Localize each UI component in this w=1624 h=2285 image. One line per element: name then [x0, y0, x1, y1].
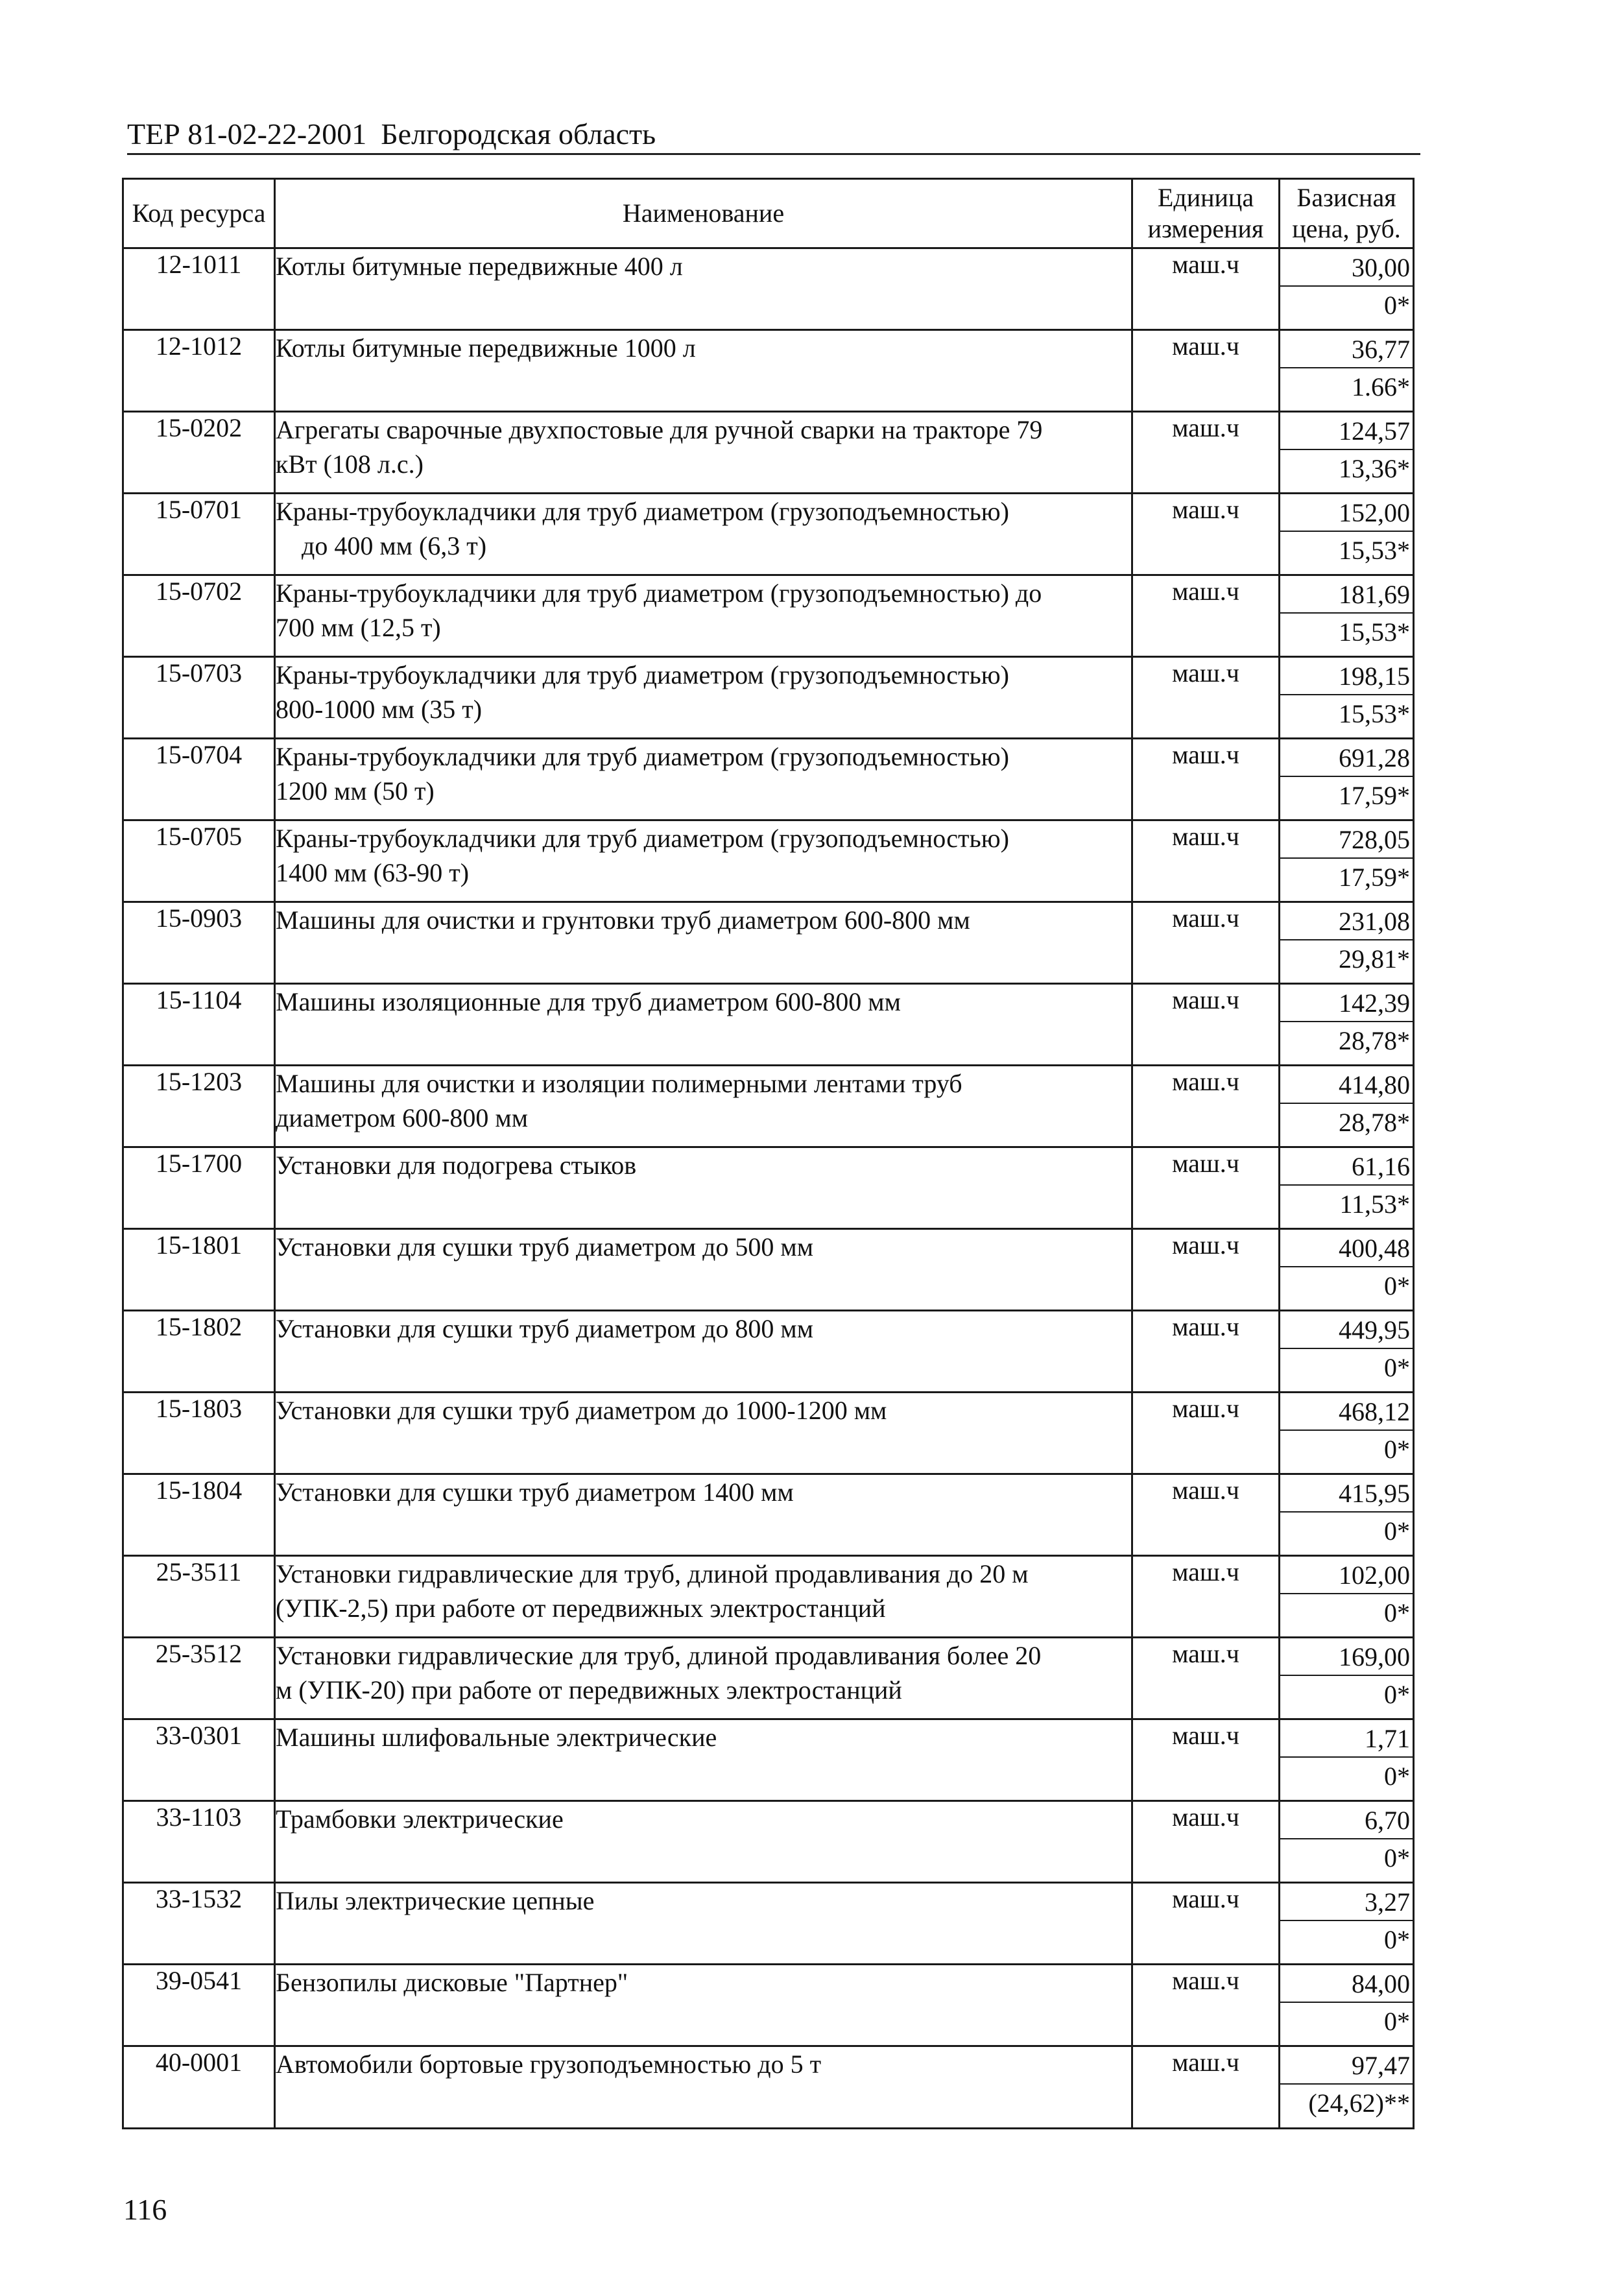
resource-code: 15-1802 [123, 1311, 275, 1393]
resource-name [275, 1393, 1132, 1474]
page-number: 116 [123, 2193, 167, 2226]
document-region: Белгородская область [381, 117, 656, 150]
unit-of-measure: маш.ч [1132, 1965, 1280, 2046]
resource-name-line1: Машины для очистки и грунтовки труб диаметром 600-800 мм [276, 905, 970, 935]
price-index-value: 0* [1384, 1353, 1410, 1382]
resource-code: 15-1104 [123, 984, 275, 1066]
resource-name [275, 1801, 1132, 1883]
resource-name [275, 575, 1132, 657]
resource-code: 15-1803 [123, 1393, 275, 1474]
resource-name-line1: Установки для сушки труб диаметром до 800 мм [276, 1314, 814, 1343]
table-row [123, 1883, 1414, 1965]
base-price-value: 152,00 [1280, 494, 1413, 532]
resource-name-line1: Агрегаты сварочные двухпостовые для ручной сварки на тракторе 79 [276, 415, 1043, 444]
table-header-row [123, 179, 1414, 248]
price-index-value: 15,53* [1339, 536, 1410, 565]
resource-name-line1: Пилы электрические цепные [276, 1886, 595, 1915]
base-price-cell [1280, 1965, 1414, 2046]
resource-name-line2: (УПК-2,5) при работе от передвижных электростанций [276, 1594, 886, 1623]
unit-of-measure: маш.ч [1132, 1229, 1280, 1311]
resource-code: 12-1012 [123, 330, 275, 412]
table-row [123, 575, 1414, 657]
resource-name-line1: Краны-трубоукладчики для труб диаметром (грузоподъемностью) [276, 824, 1009, 853]
price-index-value: 13,36* [1339, 454, 1410, 483]
resource-code: 15-1801 [123, 1229, 275, 1311]
table-row [123, 1066, 1414, 1147]
price-index-value: 17,59* [1339, 781, 1410, 810]
base-price-cell [1280, 1393, 1414, 1474]
base-price-cell [1280, 984, 1414, 1066]
unit-of-measure: маш.ч [1132, 657, 1280, 739]
price-index-value: 0* [1384, 1435, 1410, 1464]
unit-of-measure: маш.ч [1132, 330, 1280, 412]
unit-of-measure: маш.ч [1132, 984, 1280, 1066]
base-price-value: 6,70 [1280, 1802, 1413, 1839]
resource-code: 25-3512 [123, 1638, 275, 1719]
unit-of-measure: маш.ч [1132, 1311, 1280, 1393]
unit-of-measure: маш.ч [1132, 820, 1280, 902]
table-row [123, 1801, 1414, 1883]
base-price-value: 102,00 [1280, 1557, 1413, 1594]
base-price-value: 3,27 [1280, 1884, 1413, 1921]
resource-name [275, 330, 1132, 412]
column-header-price [1280, 179, 1414, 248]
unit-of-measure: маш.ч [1132, 1719, 1280, 1801]
table-row [123, 657, 1414, 739]
base-price-value: 181,69 [1280, 576, 1413, 614]
resource-code: 33-0301 [123, 1719, 275, 1801]
resource-name [275, 1556, 1132, 1638]
table-row [123, 412, 1414, 494]
base-price-value: 414,80 [1280, 1066, 1413, 1104]
price-index-value: 15,53* [1339, 617, 1410, 647]
resource-name-line1: Машины изоляционные для труб диаметром 600-800 мм [276, 987, 901, 1016]
resource-name-line2: 1400 мм (63-90 т) [276, 858, 470, 887]
base-price-cell [1280, 1801, 1414, 1883]
resource-name [275, 1311, 1132, 1393]
base-price-value: 691,28 [1280, 739, 1413, 777]
resource-name-line1: Машины шлифовальные электрические [276, 1723, 717, 1752]
table-row [123, 1393, 1414, 1474]
resource-name-line1: Установки гидравлические для труб, длиной продавливания до 20 м [276, 1559, 1029, 1588]
resource-name-line1: Установки для сушки труб диаметром до 1000-1200 мм [276, 1396, 887, 1425]
resource-name [275, 1638, 1132, 1719]
resource-name [275, 820, 1132, 902]
price-index-value: 1.66* [1352, 372, 1410, 401]
resource-name [275, 657, 1132, 739]
resource-name [275, 902, 1132, 984]
base-price-value: 231,08 [1280, 903, 1413, 940]
price-index-value: 15,53* [1339, 699, 1410, 728]
base-price-cell [1280, 494, 1414, 575]
resource-name-line2: 1200 мм (50 т) [276, 776, 435, 806]
price-index-value: 0* [1384, 1680, 1410, 1709]
resource-name-line2: до 400 мм (6,3 т) [302, 531, 487, 560]
resource-name [275, 1066, 1132, 1147]
base-price-value: 61,16 [1280, 1148, 1413, 1186]
unit-of-measure: маш.ч [1132, 1393, 1280, 1474]
unit-of-measure: маш.ч [1132, 1801, 1280, 1883]
table-row [123, 820, 1414, 902]
resource-name [275, 1229, 1132, 1311]
base-price-value: 1,71 [1280, 1720, 1413, 1758]
unit-of-measure: маш.ч [1132, 412, 1280, 494]
resource-name-line1: Установки для сушки труб диаметром до 500 мм [276, 1232, 814, 1262]
resource-code: 15-0704 [123, 739, 275, 820]
resource-name-line1: Автомобили бортовые грузоподъемностью до 5 т [276, 2050, 822, 2079]
resource-code: 15-1203 [123, 1066, 275, 1147]
price-index-value: 0* [1384, 1762, 1410, 1791]
resource-code: 15-1804 [123, 1474, 275, 1556]
base-price-value: 415,95 [1280, 1475, 1413, 1513]
unit-of-measure: маш.ч [1132, 248, 1280, 330]
price-index-value: 11,53* [1339, 1190, 1410, 1219]
price-index-value: (24,62)** [1308, 2088, 1410, 2118]
unit-of-measure: маш.ч [1132, 1638, 1280, 1719]
price-index-value: 0* [1384, 291, 1410, 320]
resource-name-line1: Краны-трубоукладчики для труб диаметром (грузоподъемностью) [276, 742, 1009, 771]
price-index-value: 0* [1384, 1925, 1410, 1954]
column-header-code: Код ресурса [123, 179, 275, 248]
base-price-cell [1280, 2046, 1414, 2129]
table-row [123, 739, 1414, 820]
resource-name-line1: Машины для очистки и изоляции полимерными лентами труб [276, 1069, 962, 1098]
base-price-cell [1280, 575, 1414, 657]
resource-name [275, 1965, 1132, 2046]
price-index-value: 0* [1384, 1843, 1410, 1872]
unit-of-measure: маш.ч [1132, 739, 1280, 820]
resource-code: 15-1700 [123, 1147, 275, 1229]
table-row [123, 1229, 1414, 1311]
resource-code: 15-0703 [123, 657, 275, 739]
base-price-value: 30,00 [1280, 249, 1413, 287]
table-row [123, 1556, 1414, 1638]
resource-name-line1: Котлы битумные передвижные 1000 л [276, 333, 696, 363]
resource-name-line1: Установки гидравлические для труб, длиной продавливания более 20 [276, 1641, 1042, 1670]
resource-name [275, 248, 1132, 330]
price-index-value: 28,78* [1339, 1026, 1410, 1055]
base-price-cell [1280, 1229, 1414, 1311]
unit-of-measure: маш.ч [1132, 1883, 1280, 1965]
base-price-cell [1280, 820, 1414, 902]
base-price-cell [1280, 1638, 1414, 1719]
resource-code: 33-1103 [123, 1801, 275, 1883]
price-index-value: 0* [1384, 2007, 1410, 2036]
resource-name [275, 739, 1132, 820]
base-price-value: 169,00 [1280, 1638, 1413, 1676]
unit-of-measure: маш.ч [1132, 1147, 1280, 1229]
unit-of-measure: маш.ч [1132, 902, 1280, 984]
column-header-price-line1: Базисная [1296, 183, 1396, 212]
price-index-value: 0* [1384, 1598, 1410, 1627]
base-price-cell [1280, 902, 1414, 984]
table-row [123, 2046, 1414, 2129]
base-price-value: 142,39 [1280, 985, 1413, 1022]
page-header [127, 115, 1420, 155]
table-row [123, 902, 1414, 984]
base-price-cell [1280, 412, 1414, 494]
base-price-value: 449,95 [1280, 1311, 1413, 1349]
base-price-cell [1280, 1719, 1414, 1801]
resource-name [275, 984, 1132, 1066]
column-header-unit-line2: измерения [1147, 214, 1264, 243]
table-row [123, 1638, 1414, 1719]
unit-of-measure: маш.ч [1132, 575, 1280, 657]
unit-of-measure: маш.ч [1132, 1474, 1280, 1556]
resource-code: 25-3511 [123, 1556, 275, 1638]
unit-of-measure: маш.ч [1132, 1556, 1280, 1638]
base-price-cell [1280, 1883, 1414, 1965]
resource-name-line2: 800-1000 мм (35 т) [276, 695, 483, 724]
resource-name [275, 494, 1132, 575]
base-price-value: 400,48 [1280, 1230, 1413, 1267]
resource-code: 15-0903 [123, 902, 275, 984]
resource-name-line1: Установки для подогрева стыков [276, 1151, 637, 1180]
unit-of-measure: маш.ч [1132, 494, 1280, 575]
base-price-cell [1280, 657, 1414, 739]
base-price-value: 728,05 [1280, 821, 1413, 859]
table-row [123, 494, 1414, 575]
resource-name-line1: Бензопилы дисковые "Партнер" [276, 1968, 628, 1997]
column-header-name: Наименование [275, 179, 1132, 248]
resource-name-line1: Краны-трубоукладчики для труб диаметром (грузоподъемностью) до [276, 579, 1042, 608]
base-price-cell [1280, 1066, 1414, 1147]
base-price-value: 36,77 [1280, 331, 1413, 368]
base-price-value: 198,15 [1280, 658, 1413, 695]
resource-code: 33-1532 [123, 1883, 275, 1965]
base-price-cell [1280, 1474, 1414, 1556]
base-price-value: 124,57 [1280, 413, 1413, 450]
table-row [123, 1474, 1414, 1556]
price-index-value: 28,78* [1339, 1108, 1410, 1137]
table-row [123, 1965, 1414, 2046]
resource-name [275, 1719, 1132, 1801]
resource-price-table [122, 178, 1415, 2129]
table-body [123, 248, 1414, 2129]
table-row [123, 984, 1414, 1066]
resource-code: 15-0701 [123, 494, 275, 575]
column-header-unit-line1: Единица [1157, 183, 1254, 212]
resource-name-line2: м (УПК-20) при работе от передвижных электростанций [276, 1675, 902, 1705]
table-row [123, 1147, 1414, 1229]
resource-name-line2: 700 мм (12,5 т) [276, 613, 441, 642]
resource-name [275, 2046, 1132, 2129]
document-code: ТЕР 81-02-22-2001 [127, 117, 367, 150]
resource-name-line1: Установки для сушки труб диаметром 1400 мм [276, 1477, 794, 1507]
resource-name [275, 1883, 1132, 1965]
resource-name-line1: Краны-трубоукладчики для труб диаметром (грузоподъемностью) [276, 497, 1009, 526]
resource-name-line1: Трамбовки электрические [276, 1804, 564, 1834]
column-header-unit [1132, 179, 1280, 248]
resource-code: 39-0541 [123, 1965, 275, 2046]
resource-name [275, 1474, 1132, 1556]
base-price-cell [1280, 739, 1414, 820]
resource-name [275, 412, 1132, 494]
resource-name-line1: Краны-трубоукладчики для труб диаметром (грузоподъемностью) [276, 660, 1009, 689]
resource-code: 15-0705 [123, 820, 275, 902]
base-price-cell [1280, 1311, 1414, 1393]
table-row [123, 1311, 1414, 1393]
resource-name-line1: Котлы битумные передвижные 400 л [276, 252, 683, 281]
price-index-value: 0* [1384, 1516, 1410, 1546]
unit-of-measure: маш.ч [1132, 2046, 1280, 2129]
base-price-value: 97,47 [1280, 2047, 1413, 2085]
price-index-value: 17,59* [1339, 863, 1410, 892]
unit-of-measure: маш.ч [1132, 1066, 1280, 1147]
table-row [123, 1719, 1414, 1801]
price-index-value: 29,81* [1339, 944, 1410, 974]
base-price-value: 468,12 [1280, 1393, 1413, 1431]
table-row [123, 330, 1414, 412]
resource-code: 12-1011 [123, 248, 275, 330]
base-price-value: 84,00 [1280, 1965, 1413, 2003]
table-row [123, 248, 1414, 330]
resource-code: 15-0202 [123, 412, 275, 494]
resource-name-line2: кВт (108 л.с.) [276, 449, 424, 479]
price-index-value: 0* [1384, 1271, 1410, 1300]
column-header-price-line2: цена, руб. [1292, 214, 1401, 243]
resource-code: 40-0001 [123, 2046, 275, 2129]
resource-name-line2: диаметром 600-800 мм [276, 1103, 529, 1132]
base-price-cell [1280, 330, 1414, 412]
base-price-cell [1280, 1147, 1414, 1229]
base-price-cell [1280, 1556, 1414, 1638]
resource-code: 15-0702 [123, 575, 275, 657]
base-price-cell [1280, 248, 1414, 330]
resource-name [275, 1147, 1132, 1229]
